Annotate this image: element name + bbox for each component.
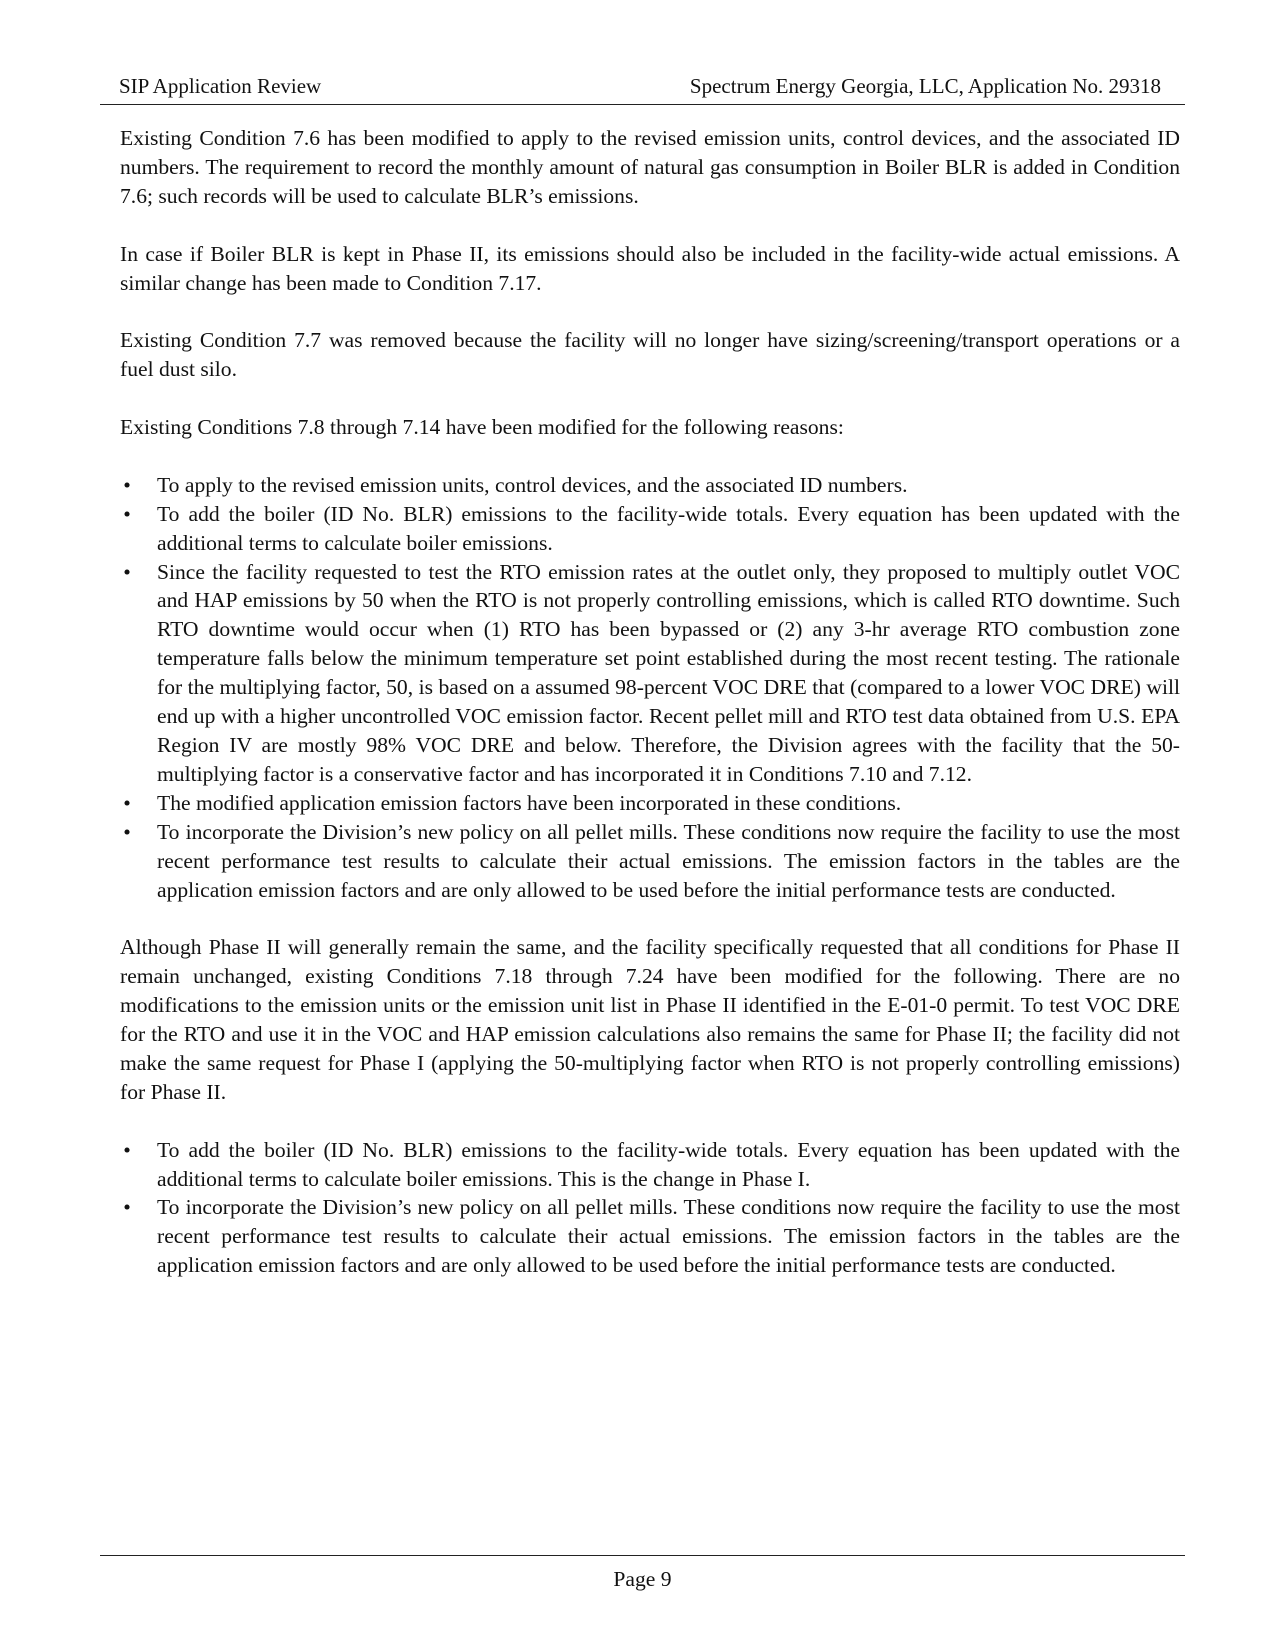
bullet-list-phase-ii-reasons <box>120 1136 1180 1281</box>
list-item-text: The modified application emission factors have been incorporated in these conditions. <box>157 790 902 815</box>
list-item <box>120 471 1180 500</box>
list-item <box>120 500 1180 558</box>
list-item-text: To apply to the revised emission units, control devices, and the associated ID numbers. <box>157 472 908 497</box>
list-item-text: To incorporate the Division’s new policy on all pellet mills. These conditions now require the facility to use the most recent performance test results to calculate their actual emissions. The emission factors in the tables are the application emission factors and are only allowed to be used before the initial performance tests are conducted. <box>157 1195 1180 1278</box>
list-item <box>120 1193 1180 1280</box>
bullet-icon: • <box>123 559 131 584</box>
bullet-icon: • <box>123 501 131 526</box>
bullet-icon: • <box>123 790 131 815</box>
paragraph-condition-7-6: Existing Condition 7.6 has been modified to apply to the revised emission units, control devices, and the associated ID numbers. The requirement to record the monthly amount of natural gas consumption in Boiler BLR is added in Condition 7.6; such records will be used to calculate BLR’s emissions. <box>120 126 1180 208</box>
header-application-info: Spectrum Energy Georgia, LLC, Application No. 29318 <box>689 74 1161 98</box>
list-item-text: To incorporate the Division’s new policy on all pellet mills. These conditions now require the facility to use the most recent performance test results to calculate their actual emissions. The emission factors in the tables are the application emission factors and are only allowed to be used before the initial performance tests are conducted. <box>157 819 1180 902</box>
bullet-icon: • <box>123 472 131 497</box>
paragraph-phase-ii: Although Phase II will generally remain the same, and the facility specifically requested that all conditions for Phase II remain unchanged, existing Conditions 7.18 through 7.24 have been modified for the following. There are no modifications to the emission units or the emission unit list in Phase II identified in the E-01-0 permit. To test VOC DRE for the RTO and use it in the VOC and HAP emission calculations also remains the same for Phase II; the facility did not make the same request for Phase I (applying the 50-multiplying factor when RTO is not properly controlling emissions) for Phase II. <box>120 935 1180 1104</box>
list-item-text: Since the facility requested to test the RTO emission rates at the outlet only, they proposed to multiply outlet VOC and HAP emissions by 50 when the RTO is not properly controlling emissions, which is called RTO downtime. Such RTO downtime would occur when (1) RTO has been bypassed or (2) any 3-hr average RTO combustion zone temperature falls below the minimum temperature set point established during the most recent testing. The rationale for the multiplying factor, 50, is based on a assumed 98-percent VOC DRE that (compared to a lower VOC DRE) will end up with a higher uncontrolled VOC emission factor. Recent pellet mill and RTO test data obtained from U.S. EPA Region IV are mostly 98% VOC DRE and below. Therefore, the Division agrees with the facility that the 50-multiplying factor is a conservative factor and has incorporated it in Conditions 7.10 and 7.12. <box>157 559 1180 786</box>
bullet-icon: • <box>123 1137 131 1162</box>
paragraph-conditions-7-8-7-14: Existing Conditions 7.8 through 7.14 have been modified for the following reasons: <box>120 415 844 440</box>
list-item <box>120 789 1180 818</box>
list-item <box>120 818 1180 905</box>
page-footer <box>100 1555 1185 1592</box>
list-item-text: To add the boiler (ID No. BLR) emissions to the facility-wide totals. Every equation has been updated with the additional terms to calculate boiler emissions. <box>157 501 1180 555</box>
list-item <box>120 1136 1180 1194</box>
paragraph-condition-7-7: Existing Condition 7.7 was removed because the facility will no longer have sizing/screening/transport operations or a fuel dust silo. <box>120 328 1180 382</box>
bullet-list-phase-i-reasons <box>120 471 1180 905</box>
paragraph-boiler-phase-ii: In case if Boiler BLR is kept in Phase II, its emissions should also be included in the facility-wide actual emissions. A similar change has been made to Condition 7.17. <box>120 241 1180 295</box>
page-content <box>120 124 1180 1309</box>
list-item-text: To add the boiler (ID No. BLR) emissions to the facility-wide totals. Every equation has been updated with the additional terms to calculate boiler emissions. This is the change in Phase I. <box>157 1137 1180 1191</box>
list-item <box>120 558 1180 789</box>
bullet-icon: • <box>123 1195 131 1220</box>
bullet-icon: • <box>123 819 131 844</box>
header-document-title: SIP Application Review <box>119 74 322 98</box>
page-header <box>100 72 1185 105</box>
page-number: Page 9 <box>613 1567 672 1591</box>
